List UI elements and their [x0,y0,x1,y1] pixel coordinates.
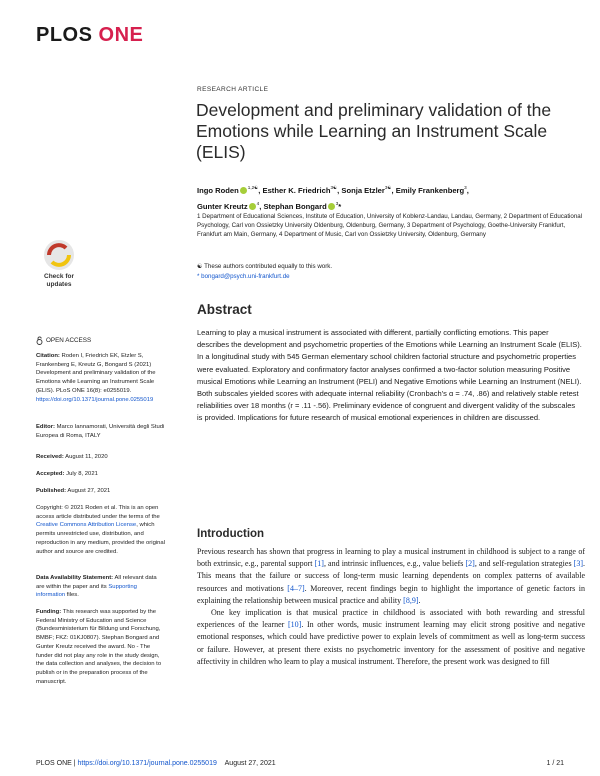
reference-link[interactable]: [3] [573,559,583,569]
author-separator: , [391,186,396,195]
footer-separator: | [71,760,78,767]
author-separator: , [259,202,264,211]
footer-journal: PLOS ONE [36,760,72,767]
funding-block [36,608,166,686]
author[interactable]: Gunter Kreutz [197,202,248,211]
copyright-block [36,504,166,556]
author-separator: , [337,186,342,195]
logo-one: ONE [98,24,144,46]
author-list [197,181,587,213]
author[interactable]: Emily Frankenberg [395,186,465,195]
accepted-date: July 8, 2021 [66,471,98,477]
open-access-text: OPEN ACCESS [46,337,92,344]
data-availability-pre: All relevant data are within the paper and its [36,575,157,590]
intro-text: , and self-regulation strategies [474,559,574,569]
author[interactable]: Ingo Roden [197,186,239,195]
supporting-info-link[interactable]: Supporting information [36,583,137,599]
author-affil-sup: 3 [335,201,339,206]
reference-link[interactable]: [4–7] [287,583,305,593]
author-notes [197,262,587,281]
copyright-post: , which permits unrestricted use, distribution, and reproduction in any medium, provided the original author and source are credited. [36,522,166,555]
accepted-label: Accepted: [36,471,65,477]
abstract-heading: Abstract [197,302,252,317]
page-footer [36,760,564,767]
data-availability-block [36,574,166,600]
orcid-icon[interactable] [240,187,247,194]
intro-text: . Moreover, recent findings begin to highlight the importance of genetic factors in explaining the relationship between musical practice and ability [197,583,585,605]
page-number: 1 / 21 [546,760,564,767]
author-affil-sup: 3☯ [384,185,392,190]
article-type: RESEARCH ARTICLE [197,86,269,93]
received-label: Received: [36,454,64,460]
published-date: August 27, 2021 [67,488,111,494]
funding-label: Funding: [36,609,62,615]
introduction-heading: Introduction [197,528,265,540]
introduction-body [197,546,585,668]
author-affil-sup: 3☯ [330,185,338,190]
citation-block [36,352,166,404]
footer-date: August 27, 2021 [224,760,276,767]
footer-citation [36,760,276,767]
intro-text: One key implication is that musical practice in childhood is associated with both rewarding and stressful experiences of the learner [197,608,585,630]
open-lock-icon [36,336,43,345]
author-affil-sup: 3 [464,185,467,190]
accepted-block [36,470,166,479]
author[interactable]: Stephan Bongard [263,202,327,211]
editor-block [36,423,166,440]
published-block [36,487,166,496]
author-affil-sup: 4 [256,201,260,206]
intro-text: . [418,595,421,605]
article-title: Development and preliminary validation of the Emotions while Learning an Instrument Scale (ELIS) [196,100,552,162]
received-block [36,453,166,462]
author-separator: , [258,186,263,195]
orcid-icon[interactable] [328,203,335,210]
data-availability-post: files. [65,592,79,599]
corresponding-email-link[interactable]: * bongard@psych.uni-frankfurt.de [197,272,290,280]
citation-doi-link[interactable]: https://doi.org/10.1371/journal.pone.0255019 [36,396,154,403]
reference-link[interactable]: [2] [465,559,475,569]
footer-doi-link[interactable]: https://doi.org/10.1371/journal.pone.0255019 [77,760,217,767]
editor-text: Marco Iannamorati, Università degli Studi Europea di Roma, ITALY [36,424,165,439]
reference-link[interactable]: [8,9] [403,595,419,605]
author-affil-sup: 1,2☯ [247,185,259,190]
copyright-pre: Copyright: © 2021 Roden et al. This is an open access article distributed under the terms of the [36,505,160,520]
citation-label: Citation: [36,353,60,359]
reference-link[interactable]: [1] [314,559,324,569]
editor-label: Editor: [36,424,55,430]
data-availability-label: Data Availability Statement: [36,575,114,581]
author[interactable]: Sonja Etzler [341,186,385,195]
intro-text: . This means that the failure or success of long-term music learning dependents on complex patterns of available resources and motivations [197,559,585,593]
equal-contribution-note: ☯ These authors contributed equally to this work. [197,263,333,270]
badge-line1: Check for [44,273,74,280]
intro-text: . In other words, music instrument learning may elicit strong positive and negative emotional responses, which could have predictive power to explain levels of commitment as well as long-term success or failure. However, at present there exists no psychometric inventory for the assessment of positive and negative affectivity in children who learn to play a musical instrument. Therefore, the present work was designed to fill [197,620,585,666]
logo-plos: PLOS [36,24,93,46]
abstract-text: Learning to play a musical instrument is associated with different, partially conflicting emotions. This paper describes the development and psychometric properties of the Emotions while Learning an Instrument Scale (ELIS). In a longitudinal study with 545 German elementary school children factorial structure and psychometric properties were evaluated. Exploratory and confirmatory factor analyses confirmed a two-factor solution measuring Positive musical Emotions while Learning an Instrument (PELI) and Negative Emotions while Learning an Instrument (NELI). Both subscales yielded scores with adequate internal reliability (Cronbach's α = .74, .86) and relatively stable retest reliabilities over 18 months (r = .11 -.56). Preliminary evidence of congruent and divergent validity of the subscales is provided. Implications for future research of musical emotional experiences in children are discussed. [197,328,582,423]
license-link[interactable]: Creative Commons Attribution License [36,522,137,529]
author-separator: , [466,186,469,195]
badge-line2: updates [46,281,72,288]
orcid-icon[interactable] [249,203,256,210]
check-for-updates-icon [38,238,80,292]
open-access-label [36,336,91,345]
author-separator: * [338,202,342,211]
check-for-updates-button[interactable] [38,238,80,292]
intro-paragraph-1 [197,547,585,605]
affiliation-text: 1 Department of Educational Sciences, Institute of Education, University of Koblenz-Landau, Landau, Germany, 2 Department of Educational Psychology, Carl von Ossietzky University Oldenburg, Oldenburg, Germany, 3 Department of Psychology, Goethe-University Frankfurt, Frankfurt am Main, Germany, 4 Department of Music, Carl von Ossietzky University, Oldenburg, Germany [197,213,583,239]
author[interactable]: Esther K. Friedrich [262,186,331,195]
journal-logo [36,24,143,47]
intro-paragraph-2 [197,607,585,668]
reference-link[interactable]: [10] [287,620,302,630]
intro-text: Previous research has shown that progress in learning to play a musical instrument in childhood is subject to a range of both extrinsic, e.g., parental support [197,547,585,569]
published-label: Published: [36,488,67,494]
intro-text: , and intrinsic influences, e.g., value beliefs [323,559,466,569]
affiliations [197,212,587,240]
citation-text: Roden I, Friedrich EK, Etzler S, Frankenberg E, Kreutz G, Bongard S (2021) Development and preliminary validation of the Emotions while Learning an Instrument Scale (ELIS). PLoS ONE 16(8): e0255019. [36,353,156,394]
received-date: August 11, 2020 [65,454,108,460]
funding-text: This research was supported by the Federal Ministry of Education and Science (Bundesministerium für Bildung und Forschung, BMBF; FKZ: 01KJ0807). Stephan Bongard and Gunter Kreutz received the award. No - The funder did not play any role in the study design, the data collection and analyses, the decision to publish or in the preparation process of the manuscript. [36,609,162,685]
